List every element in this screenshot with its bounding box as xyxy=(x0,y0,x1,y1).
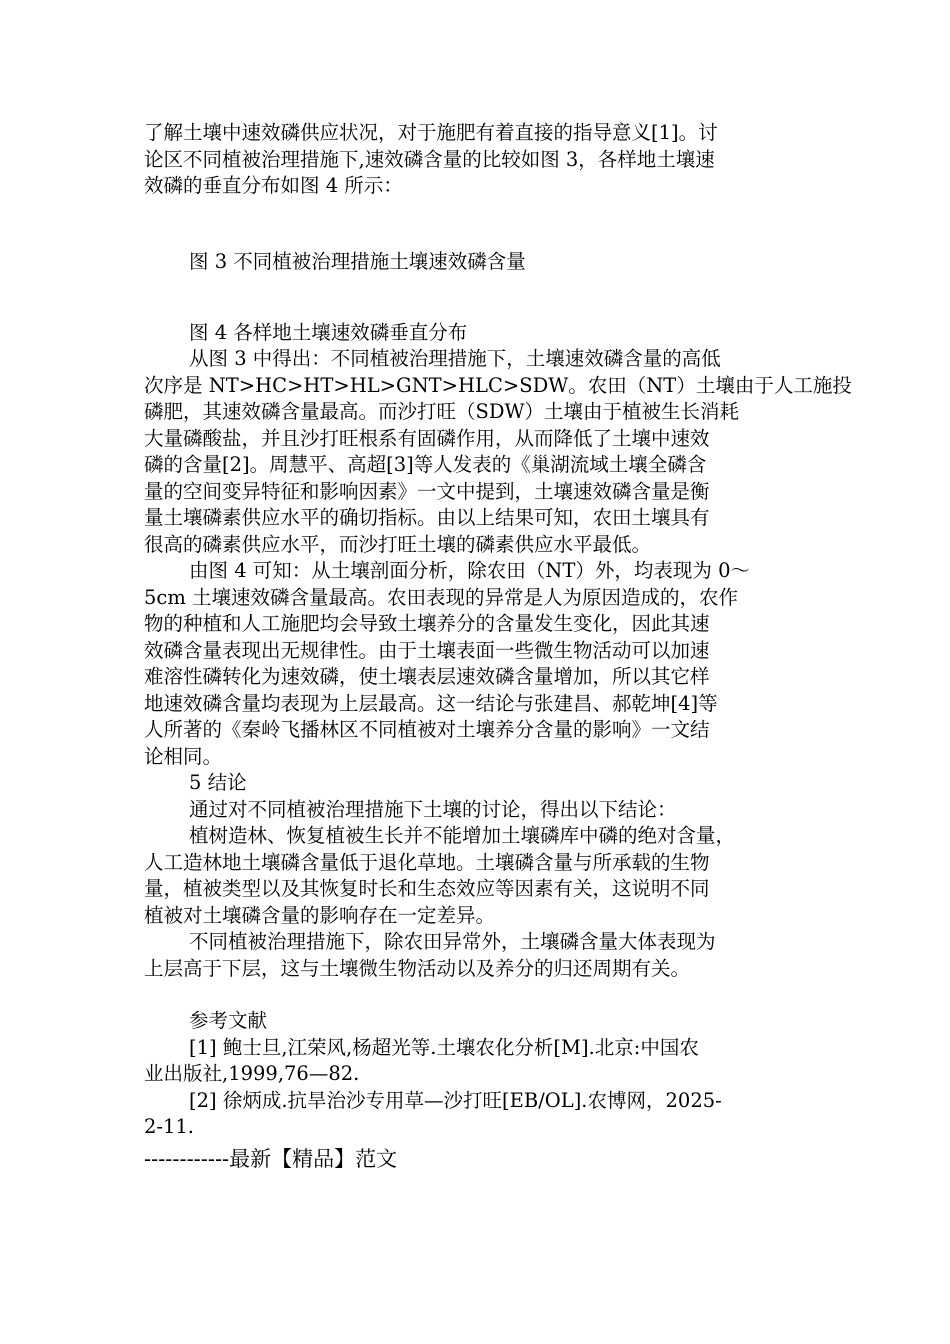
text-line: 论相同。 xyxy=(144,744,223,768)
reference-item: [1] 鲍士旦,江荣风,杨超光等.土壤农化分析[M].北京:中国农 xyxy=(189,1035,699,1059)
text-line: 很高的磷素供应水平，而沙打旺土壤的磷素供应水平最低。 xyxy=(144,532,652,556)
text-line: 论区不同植被治理措施下,速效磷含量的比较如图 3，各样地土壤速 xyxy=(144,147,715,171)
text-line: 效磷的垂直分布如图 4 所示： xyxy=(144,174,403,197)
text-line: 5cm 土壤速效磷含量最高。农田表现的异常是人为原因造成的，农作 xyxy=(144,585,739,609)
text-line: 不同植被治理措施下，除农田异常外，土壤磷含量大体表现为 xyxy=(189,930,716,953)
text-line: 了解土壤中速效磷供应状况，对于施肥有着直接的指导意义[1]。讨 xyxy=(144,121,718,144)
footer-text: ------------最新【精品】范文 xyxy=(144,1147,398,1171)
reference-item: 2-11. xyxy=(144,1115,195,1138)
text-line: 难溶性磷转化为速效磷，使土壤表层速效磷含量增加，所以其它样 xyxy=(144,665,710,688)
reference-item: 业出版社,1999,76—82. xyxy=(144,1062,360,1085)
figure-3-caption: 图 3 不同植被治理措施土壤速效磷含量 xyxy=(189,250,526,273)
references-section xyxy=(144,1008,816,1141)
text-line: 人工造林地土壤磷含量低于退化草地。土壤磷含量与所承载的生物 xyxy=(144,850,710,874)
text-line: 通过对不同植被治理措施下土壤的讨论，得出以下结论： xyxy=(189,797,677,821)
text-line: 效磷含量表现出无规律性。由于土壤表面一些微生物活动可以加速 xyxy=(144,638,710,662)
text-line: 磷肥，其速效磷含量最高。而沙打旺（SDW）土壤由于植被生长消耗 xyxy=(144,400,740,423)
text-line: 量的空间变异特征和影响因素》一文中提到，土壤速效磷含量是衡 xyxy=(144,479,710,503)
text-line: 人所著的《秦岭飞播林区不同植被对土壤养分含量的影响》一文结 xyxy=(144,718,710,741)
text-line: 次序是 NT>HC>HT>HL>GNT>HLC>SDW。农田（NT）土壤由于人工施投 xyxy=(144,373,852,397)
text-line: 由图 4 可知：从土壤剖面分析，除农田（NT）外，均表现为 0～ xyxy=(189,559,750,582)
section-heading: 5 结论 xyxy=(189,771,247,794)
text-line: 上层高于下层，这与土壤微生物活动以及养分的归还周期有关。 xyxy=(144,956,691,980)
text-line: 量，植被类型以及其恢复时长和生态效应等因素有关，这说明不同 xyxy=(144,877,710,900)
text-line: 大量磷酸盐，并且沙打旺根系有固磷作用，从而降低了土壤中速效 xyxy=(144,426,710,450)
body-paragraph-1 xyxy=(144,346,852,558)
body-paragraph-2 xyxy=(144,558,816,770)
references-heading: 参考文献 xyxy=(189,1009,268,1032)
text-line: 地速效磷含量均表现为上层最高。这一结论与张建昌、郝乾坤[4]等 xyxy=(144,691,718,715)
text-line: 植被对土壤磷含量的影响存在一定差异。 xyxy=(144,903,496,927)
intro-paragraph xyxy=(144,120,816,200)
text-line: 植树造林、恢复植被生长并不能增加土壤磷库中磷的绝对含量， xyxy=(189,824,736,847)
figure-4-caption: 图 4 各样地土壤速效磷垂直分布 xyxy=(189,321,468,344)
text-line: 量土壤磷素供应水平的确切指标。由以上结果可知，农田土壤具有 xyxy=(144,506,710,529)
reference-item: [2] 徐炳成.抗旱治沙专用草—沙打旺[EB/OL].农博网，2025- xyxy=(189,1088,722,1112)
conclusion-section xyxy=(144,770,816,982)
text-line: 磷的含量[2]。周慧平、高超[3]等人发表的《巢湖流域土壤全磷含 xyxy=(144,453,707,476)
text-line: 从图 3 中得出：不同植被治理措施下，土壤速效磷含量的高低 xyxy=(189,347,721,370)
text-line: 物的种植和人工施肥均会导致土壤养分的含量发生变化，因此其速 xyxy=(144,612,710,635)
